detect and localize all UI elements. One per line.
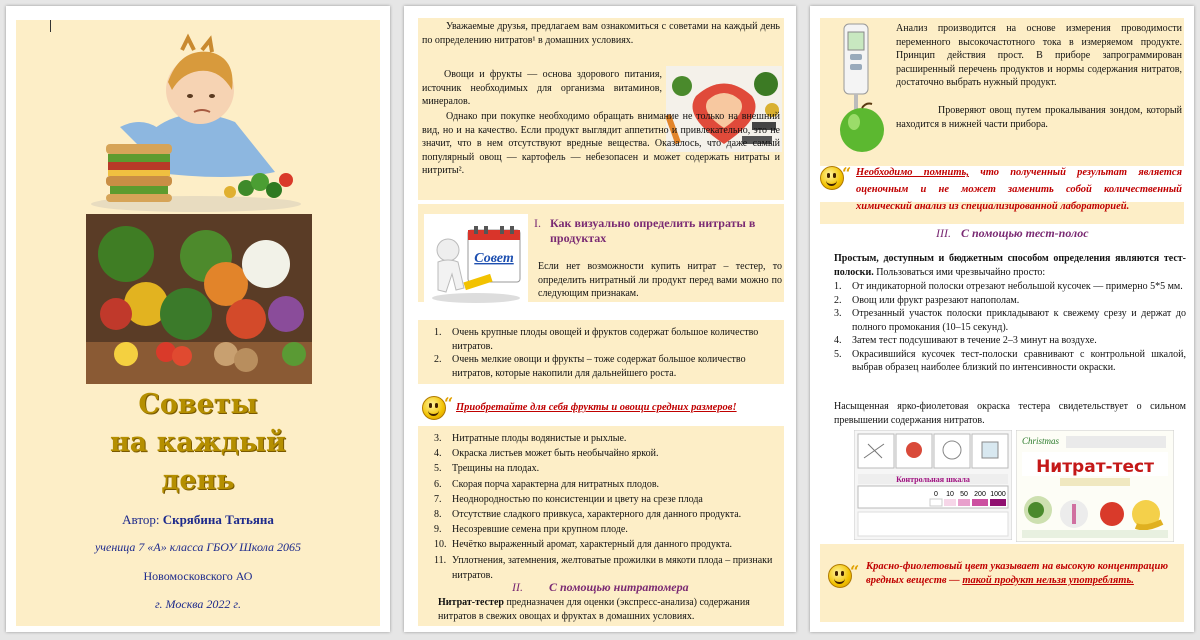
list-text: Неоднородностью по консистенции и цвету на срезе плода: [452, 493, 703, 505]
cover-title: [16, 386, 380, 500]
para-vegetables: Овощи и фрукты — основа здорового питания, источник необходимых для организма витаминов, минералов.: [422, 69, 662, 107]
title-line-1: Советы: [138, 389, 258, 420]
title-line-2: на каждый: [109, 427, 286, 458]
list-number: 1.: [834, 281, 842, 292]
remember-underlined: Необходимо помнить,: [856, 167, 969, 178]
list-item: [434, 353, 778, 380]
list-number: 4.: [834, 335, 842, 346]
list-item: [434, 446, 778, 461]
list-text: Уплотнения, затемнения, желтоватые прожилки в мякоти плода – признаки нитратов.: [452, 554, 773, 581]
district-line: Новомосковского АО: [143, 569, 253, 583]
list-number: 3.: [834, 308, 842, 319]
section2-rest: предназначен для оценки (экспресс-анализа) содержания нитратов в свежих овощах и фруктах в домашних условиях.: [438, 597, 750, 622]
list-number: 5.: [434, 463, 442, 475]
list-text: Очень крупные плоды овощей и фруктов содержат большое количество нитратов.: [452, 327, 759, 352]
list-number: 7.: [434, 493, 442, 505]
section1-title: Как визуально определить нитраты в продуктах: [550, 216, 756, 245]
section3-heading: [936, 226, 1089, 241]
intro-text: Уважаемые друзья, предлагаем вам ознакомиться с советами на каждый день по определению нитратов¹ в домашних условиях.: [422, 21, 780, 46]
list-item: [434, 431, 778, 446]
page-cover: [6, 6, 390, 632]
visual-signs-list-b: [434, 431, 778, 583]
remember-note: [856, 164, 1182, 215]
list-text: Овощ или фрукт разрезают напополам.: [852, 294, 1020, 306]
list-item: [434, 537, 778, 552]
list-text: Затем тест подсушивают в течение 2–3 минут на воздухе.: [852, 335, 1097, 346]
list-text: Очень мелкие овощи и фрукты – тоже содержат большое количество нитратов, которые накопили для дальнейшего роста.: [452, 354, 746, 379]
analysis-text: Анализ производится на основе измерения проводимости переменного высокочастотного тока в измеряемом продукте. Принцип действия прост. В приборе запрограммирован расширенный перечень продуктов и нормы содержания нитратов, достаточно выбрать нужный продукт.: [896, 23, 1182, 88]
list-text: Окраска листьев может быть необычайно яркой.: [452, 448, 659, 460]
section3-number: III.: [936, 226, 951, 240]
page-testing-methods: [810, 6, 1194, 632]
section1-text: Если нет возможности купить нитрат – тестер, то определить нитратный ли продукт перед вами можно по следующим признакам.: [538, 261, 782, 299]
author-line: [16, 512, 380, 528]
list-number: 2.: [434, 354, 442, 365]
scale-value: 1000: [990, 491, 1006, 498]
strips-conclusion: Насыщенная ярко-фиолетовая окраска тестера свидетельствует о сильном превышении содержания нитратов.: [834, 401, 1186, 426]
package-title: Нитрат-тест: [1036, 457, 1154, 477]
list-number: 6.: [434, 478, 442, 490]
list-item: [434, 522, 778, 537]
list-number: 9.: [434, 524, 442, 536]
list-text: Отсутствие сладкого привкуса, характерного для данного продукта.: [452, 509, 742, 521]
smiley-icon: [422, 396, 446, 420]
list-text: Окрасившийся кусочек тест-полоски сравнивают с контрольной шкалой, выбрав образец наиболее близкий по интенсивности окраски.: [852, 348, 1186, 373]
list-number: 8.: [434, 509, 442, 521]
final-note: [866, 560, 1182, 588]
list-item: [434, 326, 778, 353]
list-number: 10.: [434, 539, 447, 551]
list-item: [434, 461, 778, 476]
vegetables-image: [86, 214, 312, 384]
section1-number: I.: [534, 216, 541, 230]
scale-title: Контрольная шкала: [896, 475, 970, 484]
list-number: 11.: [434, 554, 447, 566]
section2-title: С помощью нитратомера: [549, 580, 689, 594]
student-line: ученица 7 «А» класса ГБОУ Школа 2065: [94, 540, 302, 554]
final-note-text: Красно-фиолетовый цвет указывает на высокую концентрацию вредных веществ —: [866, 561, 1169, 586]
list-text: Несозревшие семена при крупном плоде.: [452, 524, 628, 536]
scale-value: 50: [960, 491, 968, 498]
section2-heading: [512, 580, 689, 595]
tip-sizes: Приобретайте для себя фрукты и овощи средних размеров!: [456, 402, 737, 413]
list-item: [834, 307, 1186, 334]
strip-steps-list: [834, 280, 1186, 375]
quote-icon: “: [842, 164, 852, 183]
list-number: 5.: [834, 348, 842, 360]
text-cursor: [50, 20, 51, 32]
nitrate-tester-image: [832, 22, 890, 154]
strips-intro: [834, 252, 1186, 279]
title-line-3: день: [161, 465, 235, 496]
visual-signs-list-a: [434, 326, 778, 380]
author-name: Скрябина Татьяна: [162, 512, 274, 527]
list-item: [434, 492, 778, 507]
quote-icon: “: [850, 562, 860, 581]
smiley-icon: [828, 564, 852, 588]
para-purchase: Однако при покупке необходимо обращать внимание не только на внешний вид, но и на качество. Если продукт выглядит аппетитно и привлекательно, это не значит, что в нем отсутствуют вредные вещества. Оказалось, что даже самый популярный овощ — картофель — небезопасен и может содержать нитраты и нитриты².: [422, 111, 780, 176]
check-text: Проверяют овощ путем прокалывания зондом, который находится в нижней части прибора.: [896, 105, 1182, 130]
list-text: Нечётко выраженный аромат, характерный для данного продукта.: [452, 539, 733, 551]
section2-bold: Нитрат-тестер: [438, 597, 504, 608]
section1-heading: [534, 216, 784, 246]
list-text: Скорая порча характерна для нитратных плодов.: [452, 478, 660, 490]
final-note-underlined: такой продукт нельзя употреблять.: [962, 575, 1134, 586]
list-item: [834, 294, 1186, 308]
list-number: 3.: [434, 433, 442, 444]
list-item: [434, 553, 778, 583]
advice-sign: Совет: [474, 251, 514, 266]
list-item: [434, 477, 778, 492]
strips-bold: Простым, доступным и бюджетным способом определения являются тест-полоски.: [834, 253, 1186, 278]
nitrate-test-package-image: [1016, 430, 1174, 542]
scale-value: 10: [946, 491, 954, 498]
advice-figure-image: [424, 214, 528, 304]
list-number: 2.: [834, 294, 842, 306]
scale-value: 200: [974, 491, 986, 498]
section2-number: II.: [512, 580, 523, 594]
list-number: 4.: [434, 448, 442, 460]
page-visual-methods: [404, 6, 796, 632]
remember-rest: что полученный результат является оценочным и не может заменить собой количественный химический анализ из специализированной лабораторией.: [856, 167, 1182, 212]
list-text: Нитратные плоды водянистые и рыхлые.: [452, 433, 627, 444]
smiley-icon: [820, 166, 844, 190]
section2-text: [438, 596, 784, 623]
list-number: 1.: [434, 327, 442, 338]
quote-icon: “: [444, 394, 454, 413]
list-item: [434, 507, 778, 522]
section3-title: С помощью тест-полос: [961, 226, 1089, 240]
author-label: Автор:: [122, 512, 160, 527]
city-line: г. Москва 2022 г.: [155, 597, 241, 611]
test-strip-instructions-image: [854, 430, 1012, 540]
list-text: Трещины на плодах.: [452, 463, 540, 475]
list-text: Отрезанный участок полоски прикладывают к свежему срезу и держат до полного промокания (10–15 секунд).: [852, 308, 1186, 333]
scale-value: 0: [934, 491, 938, 498]
list-item: [834, 280, 1186, 294]
list-text: От индикаторной полоски отрезают небольшой кусочек — примерно 5*5 мм.: [852, 281, 1183, 292]
package-brand: Christmas: [1022, 436, 1060, 446]
list-item: [834, 334, 1186, 348]
strips-intro-rest: Пользоваться ими чрезвычайно просто:: [873, 266, 1046, 278]
boy-eating-image: [90, 32, 302, 212]
list-item: [834, 348, 1186, 375]
